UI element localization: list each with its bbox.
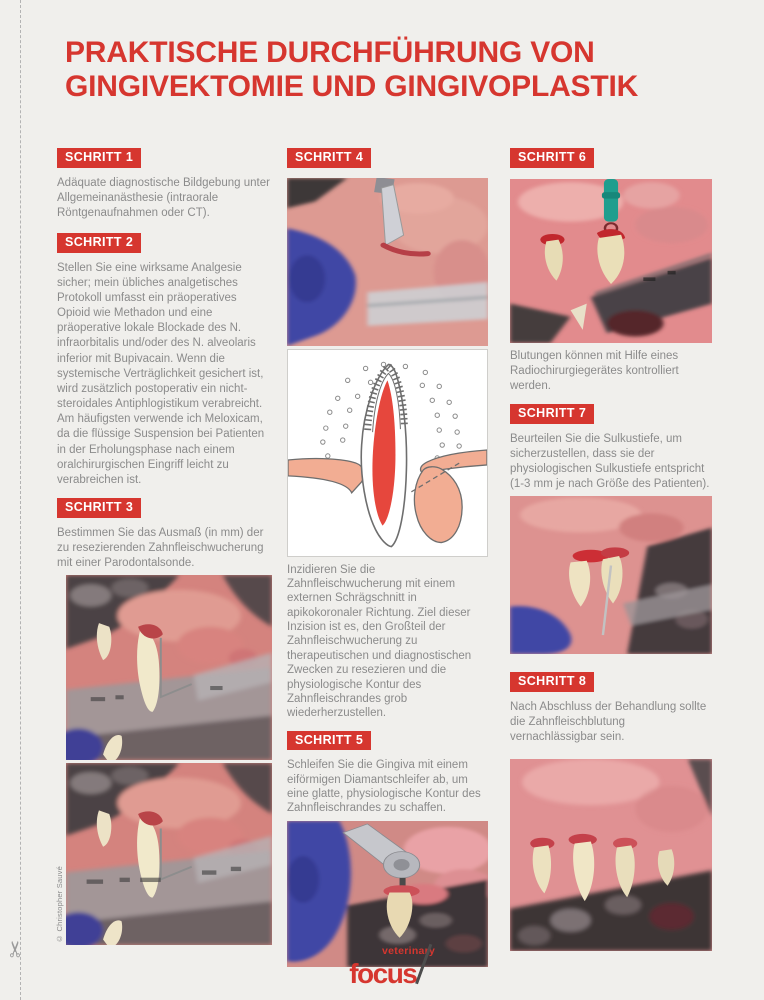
periodontal-probe-photo-2: [66, 763, 272, 945]
step-8-text: Nach Abschluss der Behandlung sollte die Zahnfleischblutung vernachlässigbar sein.: [510, 700, 707, 744]
logo-focus-text: focus: [349, 958, 417, 989]
page-title: [65, 36, 638, 103]
column-left: [57, 148, 273, 945]
title-line-2: GINGIVEKTOMIE UND GINGIVOPLASTIK: [65, 69, 639, 103]
final-result-photo: [510, 759, 712, 951]
column-right: [510, 148, 712, 951]
veterinary-focus-logo: [349, 945, 436, 989]
cut-dashed-line: [20, 0, 21, 1000]
step-4-badge: SCHRITT 4: [287, 148, 371, 168]
column-middle: [287, 148, 488, 967]
step-2-text: Stellen Sie eine wirksame Analgesie sicher; mein übliches analgetisches Protokoll umfasst ein präoperatives Opioid wie Methadon und eine präoperative lokale Blockade des N. infraorbitalis und/oder des N. alveolaris inferior mit Bupivacain. Wenn die systemische Verträglichkeit gesichert ist, wird zusätzlich postoperativ ein nicht-steroidales Antiphlogistikum verabreicht. Am häufigsten verwende ich Meloxicam, da die flüssige Suspension bei Patienten in der Erholungsphase nach einem oralchirurgischen Eingriff leicht zu verabreichen ist.: [57, 261, 265, 486]
step-8-badge: SCHRITT 8: [510, 672, 594, 692]
step-2-badge: SCHRITT 2: [57, 233, 141, 253]
step-4-text: Inzidieren Sie die Zahnfleischwucherung mit einem externen Schrägschnitt in apikokoronaler Richtung. Ziel dieser Inzision ist es, den Großteil der Zahnfleischwucherung zu therapeutischen und diagnostischen Zwecken zu resezieren und die physiologische Kontur des Zahnfleischrandes grob wiederherzustellen.: [287, 563, 472, 720]
step-3-photo-stack: [55, 575, 272, 945]
step-5-text: Schleifen Sie die Gingiva mit einem eiförmigen Diamantschleifer ab, um eine glatte, physiologische Kontur des Zahnfleischrandes zu schaffen.: [287, 759, 481, 815]
radiosurgery-photo: [510, 179, 712, 343]
step-7-badge: SCHRITT 7: [510, 404, 594, 424]
step-3-text: Bestimmen Sie das Ausmaß (in mm) der zu resezierenden Zahnfleischwucherung mit einer Parodontalsonde.: [57, 526, 264, 569]
logo-veterinary-text: veterinary: [381, 945, 436, 957]
sulcus-probe-photo: [510, 496, 712, 654]
title-line-1: PRAKTISCHE DURCHFÜHRUNG VON: [65, 36, 595, 69]
gingivectomy-incision-diagram: [287, 349, 488, 557]
step-6-badge: SCHRITT 6: [510, 148, 594, 168]
step-1-badge: SCHRITT 1: [57, 148, 141, 168]
incision-scalpel-photo: [287, 178, 488, 346]
step-6-text: Blutungen können mit Hilfe eines Radiochirurgiegerätes kontrolliert werden.: [510, 349, 679, 392]
step-7-text: Beurteilen Sie die Sulkustiefe, um sicherzustellen, dass sie der physiologischen Sulkustiefe entspricht (1-3 mm je nach Größe des Patienten).: [510, 432, 710, 491]
step-3-badge: SCHRITT 3: [57, 498, 141, 518]
step-1-text: Adäquate diagnostische Bildgebung unter Allgemeinanästhesie (intraorale Röntgenaufnahmen oder CT).: [57, 176, 270, 219]
periodontal-probe-photo-1: [66, 575, 272, 760]
step-5-badge: SCHRITT 5: [287, 731, 371, 751]
photo-credit: © Christopher Sauvé: [55, 866, 64, 944]
scissors-icon: ✂: [3, 939, 29, 959]
content-columns: [57, 148, 712, 967]
